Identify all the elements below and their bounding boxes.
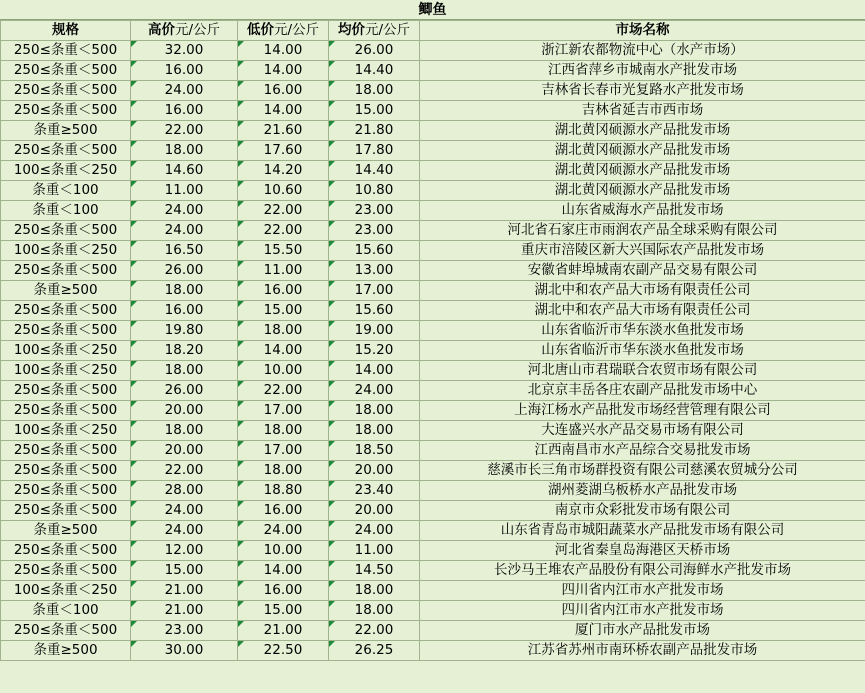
table-row bbox=[1, 41, 865, 61]
cell-spec[interactable]: 250≤条重＜500 bbox=[1, 41, 131, 61]
cell-spec[interactable]: 100≤条重＜250 bbox=[1, 341, 131, 361]
table-row bbox=[1, 521, 865, 541]
cell-market-name[interactable]: 湖北黄冈硕源水产品批发市场 bbox=[420, 121, 865, 141]
cell-avg-price[interactable]: 17.00 bbox=[329, 281, 420, 301]
cell-high-price[interactable]: 20.00 bbox=[131, 401, 238, 421]
price-table bbox=[0, 20, 865, 661]
header-high-price[interactable]: 高价元/公斤 bbox=[131, 21, 238, 41]
cell-market-name[interactable]: 湖州菱湖乌板桥水产品批发市场 bbox=[420, 481, 865, 501]
cell-market-name[interactable]: 吉林省长春市光复路水产批发市场 bbox=[420, 81, 865, 101]
cell-high-price[interactable]: 11.00 bbox=[131, 181, 238, 201]
cell-market-name[interactable]: 吉林省延吉市西市场 bbox=[420, 101, 865, 121]
cell-spec[interactable]: 250≤条重＜500 bbox=[1, 301, 131, 321]
cell-spec[interactable]: 条重＜100 bbox=[1, 601, 131, 621]
table-row bbox=[1, 61, 865, 81]
cell-low-price[interactable]: 16.00 bbox=[238, 281, 329, 301]
cell-market-name[interactable]: 河北省石家庄市雨润农产品全球采购有限公司 bbox=[420, 221, 865, 241]
cell-low-price[interactable]: 21.00 bbox=[238, 621, 329, 641]
cell-low-price[interactable]: 24.00 bbox=[238, 521, 329, 541]
cell-high-price[interactable]: 21.00 bbox=[131, 601, 238, 621]
cell-avg-price[interactable]: 24.00 bbox=[329, 521, 420, 541]
table-row bbox=[1, 641, 865, 661]
cell-spec[interactable]: 条重＜100 bbox=[1, 201, 131, 221]
cell-avg-price[interactable]: 20.00 bbox=[329, 501, 420, 521]
cell-low-price[interactable]: 15.50 bbox=[238, 241, 329, 261]
table-row bbox=[1, 321, 865, 341]
cell-market-name[interactable]: 长沙马王堆农产品股份有限公司海鲜水产批发市场 bbox=[420, 561, 865, 581]
cell-spec[interactable]: 条重＜100 bbox=[1, 181, 131, 201]
cell-low-price[interactable]: 18.00 bbox=[238, 321, 329, 341]
cell-market-name[interactable]: 湖北中和农产品大市场有限责任公司 bbox=[420, 301, 865, 321]
cell-high-price[interactable]: 23.00 bbox=[131, 621, 238, 641]
cell-low-price[interactable]: 18.80 bbox=[238, 481, 329, 501]
cell-avg-price[interactable]: 18.00 bbox=[329, 81, 420, 101]
cell-high-price[interactable]: 18.00 bbox=[131, 141, 238, 161]
table-row bbox=[1, 121, 865, 141]
cell-spec[interactable]: 250≤条重＜500 bbox=[1, 81, 131, 101]
table-row bbox=[1, 141, 865, 161]
cell-avg-price[interactable]: 13.00 bbox=[329, 261, 420, 281]
cell-high-price[interactable]: 26.00 bbox=[131, 261, 238, 281]
cell-market-name[interactable]: 慈溪市长三角市场群投资有限公司慈溪农贸城分公司 bbox=[420, 461, 865, 481]
cell-spec[interactable]: 250≤条重＜500 bbox=[1, 461, 131, 481]
cell-avg-price[interactable]: 24.00 bbox=[329, 381, 420, 401]
table-row bbox=[1, 221, 865, 241]
cell-spec[interactable]: 250≤条重＜500 bbox=[1, 561, 131, 581]
cell-market-name[interactable]: 南京市众彩批发市场有限公司 bbox=[420, 501, 865, 521]
cell-market-name[interactable]: 湖北黄冈硕源水产品批发市场 bbox=[420, 141, 865, 161]
table-row bbox=[1, 81, 865, 101]
cell-low-price[interactable]: 22.50 bbox=[238, 641, 329, 661]
cell-high-price[interactable]: 32.00 bbox=[131, 41, 238, 61]
cell-avg-price[interactable]: 14.50 bbox=[329, 561, 420, 581]
cell-market-name[interactable]: 山东省临沂市华东淡水鱼批发市场 bbox=[420, 341, 865, 361]
cell-avg-price[interactable]: 15.00 bbox=[329, 101, 420, 121]
cell-market-name[interactable]: 上海江杨水产品批发市场经营管理有限公司 bbox=[420, 401, 865, 421]
cell-spec[interactable]: 100≤条重＜250 bbox=[1, 161, 131, 181]
cell-market-name[interactable]: 大连盛兴水产品交易市场有限公司 bbox=[420, 421, 865, 441]
table-row bbox=[1, 441, 865, 461]
cell-avg-price[interactable]: 18.00 bbox=[329, 401, 420, 421]
cell-low-price[interactable]: 14.00 bbox=[238, 61, 329, 81]
table-row bbox=[1, 161, 865, 181]
cell-market-name[interactable]: 重庆市涪陵区新大兴国际农产品批发市场 bbox=[420, 241, 865, 261]
cell-low-price[interactable]: 14.00 bbox=[238, 41, 329, 61]
cell-spec[interactable]: 250≤条重＜500 bbox=[1, 441, 131, 461]
cell-spec[interactable]: 250≤条重＜500 bbox=[1, 401, 131, 421]
cell-spec[interactable]: 250≤条重＜500 bbox=[1, 481, 131, 501]
cell-low-price[interactable]: 17.60 bbox=[238, 141, 329, 161]
cell-market-name[interactable]: 浙江新农都物流中心（水产市场） bbox=[420, 41, 865, 61]
cell-avg-price[interactable]: 15.60 bbox=[329, 301, 420, 321]
cell-market-name[interactable]: 河北唐山市君瑞联合农贸市场有限公司 bbox=[420, 361, 865, 381]
cell-avg-price[interactable]: 18.00 bbox=[329, 581, 420, 601]
cell-high-price[interactable]: 26.00 bbox=[131, 381, 238, 401]
cell-low-price[interactable]: 14.20 bbox=[238, 161, 329, 181]
cell-avg-price[interactable]: 15.60 bbox=[329, 241, 420, 261]
cell-avg-price[interactable]: 23.40 bbox=[329, 481, 420, 501]
cell-spec[interactable]: 250≤条重＜500 bbox=[1, 61, 131, 81]
cell-avg-price[interactable]: 26.25 bbox=[329, 641, 420, 661]
cell-avg-price[interactable]: 18.50 bbox=[329, 441, 420, 461]
table-row bbox=[1, 101, 865, 121]
cell-avg-price[interactable]: 18.00 bbox=[329, 421, 420, 441]
cell-spec[interactable]: 250≤条重＜500 bbox=[1, 541, 131, 561]
cell-spec[interactable]: 250≤条重＜500 bbox=[1, 141, 131, 161]
cell-market-name[interactable]: 湖北黄冈硕源水产品批发市场 bbox=[420, 181, 865, 201]
cell-spec[interactable]: 100≤条重＜250 bbox=[1, 581, 131, 601]
cell-avg-price[interactable]: 14.40 bbox=[329, 161, 420, 181]
cell-market-name[interactable]: 湖北黄冈硕源水产品批发市场 bbox=[420, 161, 865, 181]
cell-high-price[interactable]: 16.00 bbox=[131, 101, 238, 121]
cell-high-price[interactable]: 21.00 bbox=[131, 581, 238, 601]
cell-market-name[interactable]: 山东省威海水产品批发市场 bbox=[420, 201, 865, 221]
cell-market-name[interactable]: 江苏省苏州市南环桥农副产品批发市场 bbox=[420, 641, 865, 661]
table-row bbox=[1, 581, 865, 601]
cell-spec[interactable]: 250≤条重＜500 bbox=[1, 321, 131, 341]
cell-avg-price[interactable]: 23.00 bbox=[329, 221, 420, 241]
cell-avg-price[interactable]: 21.80 bbox=[329, 121, 420, 141]
table-row bbox=[1, 501, 865, 521]
cell-high-price[interactable]: 18.00 bbox=[131, 281, 238, 301]
cell-market-name[interactable]: 江西省萍乡市城南水产批发市场 bbox=[420, 61, 865, 81]
cell-high-price[interactable]: 16.00 bbox=[131, 301, 238, 321]
cell-avg-price[interactable]: 23.00 bbox=[329, 201, 420, 221]
cell-spec[interactable]: 250≤条重＜500 bbox=[1, 261, 131, 281]
cell-market-name[interactable]: 江西南昌市水产品综合交易批发市场 bbox=[420, 441, 865, 461]
cell-high-price[interactable]: 14.60 bbox=[131, 161, 238, 181]
header-avg-price[interactable]: 均价元/公斤 bbox=[329, 21, 420, 41]
cell-spec[interactable]: 条重≥500 bbox=[1, 281, 131, 301]
cell-low-price[interactable]: 11.00 bbox=[238, 261, 329, 281]
table-row bbox=[1, 461, 865, 481]
cell-low-price[interactable]: 18.00 bbox=[238, 421, 329, 441]
cell-low-price[interactable]: 16.00 bbox=[238, 81, 329, 101]
cell-avg-price[interactable]: 15.20 bbox=[329, 341, 420, 361]
cell-high-price[interactable]: 24.00 bbox=[131, 201, 238, 221]
cell-high-price[interactable]: 12.00 bbox=[131, 541, 238, 561]
cell-high-price[interactable]: 24.00 bbox=[131, 521, 238, 541]
cell-spec[interactable]: 250≤条重＜500 bbox=[1, 501, 131, 521]
cell-market-name[interactable]: 山东省临沂市华东淡水鱼批发市场 bbox=[420, 321, 865, 341]
cell-low-price[interactable]: 21.60 bbox=[238, 121, 329, 141]
cell-avg-price[interactable]: 18.00 bbox=[329, 601, 420, 621]
cell-low-price[interactable]: 16.00 bbox=[238, 501, 329, 521]
cell-high-price[interactable]: 28.00 bbox=[131, 481, 238, 501]
cell-avg-price[interactable]: 26.00 bbox=[329, 41, 420, 61]
table-body bbox=[1, 41, 865, 661]
cell-low-price[interactable]: 10.00 bbox=[238, 541, 329, 561]
cell-high-price[interactable]: 24.00 bbox=[131, 221, 238, 241]
cell-spec[interactable]: 条重≥500 bbox=[1, 121, 131, 141]
cell-low-price[interactable]: 22.00 bbox=[238, 381, 329, 401]
cell-spec[interactable]: 条重≥500 bbox=[1, 521, 131, 541]
table-row bbox=[1, 481, 865, 501]
cell-market-name[interactable]: 河北省秦皇岛海港区天桥市场 bbox=[420, 541, 865, 561]
cell-high-price[interactable]: 22.00 bbox=[131, 461, 238, 481]
cell-low-price[interactable]: 10.60 bbox=[238, 181, 329, 201]
table-row bbox=[1, 401, 865, 421]
cell-market-name[interactable]: 湖北中和农产品大市场有限责任公司 bbox=[420, 281, 865, 301]
cell-market-name[interactable]: 山东省青岛市城阳蔬菜水产品批发市场有限公司 bbox=[420, 521, 865, 541]
table-row bbox=[1, 241, 865, 261]
cell-spec[interactable]: 250≤条重＜500 bbox=[1, 621, 131, 641]
cell-low-price[interactable]: 16.00 bbox=[238, 581, 329, 601]
cell-low-price[interactable]: 22.00 bbox=[238, 201, 329, 221]
cell-high-price[interactable]: 30.00 bbox=[131, 641, 238, 661]
cell-low-price[interactable]: 17.00 bbox=[238, 401, 329, 421]
table-row bbox=[1, 601, 865, 621]
cell-spec[interactable]: 250≤条重＜500 bbox=[1, 221, 131, 241]
cell-market-name[interactable]: 四川省内江市水产批发市场 bbox=[420, 601, 865, 621]
cell-avg-price[interactable]: 14.40 bbox=[329, 61, 420, 81]
table-row bbox=[1, 181, 865, 201]
table-row bbox=[1, 261, 865, 281]
table-row bbox=[1, 561, 865, 581]
cell-market-name[interactable]: 厦门市水产品批发市场 bbox=[420, 621, 865, 641]
cell-high-price[interactable]: 24.00 bbox=[131, 501, 238, 521]
cell-avg-price[interactable]: 22.00 bbox=[329, 621, 420, 641]
cell-high-price[interactable]: 22.00 bbox=[131, 121, 238, 141]
cell-avg-price[interactable]: 17.80 bbox=[329, 141, 420, 161]
cell-spec[interactable]: 250≤条重＜500 bbox=[1, 381, 131, 401]
table-row bbox=[1, 281, 865, 301]
cell-high-price[interactable]: 18.00 bbox=[131, 421, 238, 441]
table-row bbox=[1, 621, 865, 641]
cell-low-price[interactable]: 18.00 bbox=[238, 461, 329, 481]
cell-avg-price[interactable]: 14.00 bbox=[329, 361, 420, 381]
cell-low-price[interactable]: 15.00 bbox=[238, 601, 329, 621]
header-spec[interactable]: 规格 bbox=[1, 21, 131, 41]
cell-spec[interactable]: 条重≥500 bbox=[1, 641, 131, 661]
cell-high-price[interactable]: 18.00 bbox=[131, 361, 238, 381]
sheet-title: 鲫鱼 bbox=[0, 0, 865, 20]
cell-avg-price[interactable]: 11.00 bbox=[329, 541, 420, 561]
cell-low-price[interactable]: 14.00 bbox=[238, 101, 329, 121]
cell-high-price[interactable]: 19.80 bbox=[131, 321, 238, 341]
table-row bbox=[1, 361, 865, 381]
cell-avg-price[interactable]: 19.00 bbox=[329, 321, 420, 341]
table-row bbox=[1, 301, 865, 321]
cell-avg-price[interactable]: 20.00 bbox=[329, 461, 420, 481]
cell-low-price[interactable]: 14.00 bbox=[238, 561, 329, 581]
cell-market-name[interactable]: 北京京丰岳各庄农副产品批发市场中心 bbox=[420, 381, 865, 401]
cell-spec[interactable]: 100≤条重＜250 bbox=[1, 361, 131, 381]
cell-high-price[interactable]: 16.50 bbox=[131, 241, 238, 261]
table-row bbox=[1, 421, 865, 441]
table-row bbox=[1, 341, 865, 361]
cell-low-price[interactable]: 15.00 bbox=[238, 301, 329, 321]
header-low-price[interactable]: 低价元/公斤 bbox=[238, 21, 329, 41]
table-row bbox=[1, 201, 865, 221]
cell-spec[interactable]: 100≤条重＜250 bbox=[1, 241, 131, 261]
table-row bbox=[1, 381, 865, 401]
header-row bbox=[1, 21, 865, 41]
cell-spec[interactable]: 100≤条重＜250 bbox=[1, 421, 131, 441]
table-row bbox=[1, 541, 865, 561]
cell-high-price[interactable]: 24.00 bbox=[131, 81, 238, 101]
cell-market-name[interactable]: 四川省内江市水产批发市场 bbox=[420, 581, 865, 601]
cell-spec[interactable]: 250≤条重＜500 bbox=[1, 101, 131, 121]
cell-market-name[interactable]: 安徽省蚌埠城南农副产品交易有限公司 bbox=[420, 261, 865, 281]
header-market-name[interactable]: 市场名称 bbox=[420, 21, 865, 41]
cell-low-price[interactable]: 22.00 bbox=[238, 221, 329, 241]
cell-low-price[interactable]: 10.00 bbox=[238, 361, 329, 381]
cell-high-price[interactable]: 15.00 bbox=[131, 561, 238, 581]
cell-low-price[interactable]: 17.00 bbox=[238, 441, 329, 461]
cell-low-price[interactable]: 14.00 bbox=[238, 341, 329, 361]
cell-high-price[interactable]: 20.00 bbox=[131, 441, 238, 461]
cell-high-price[interactable]: 18.20 bbox=[131, 341, 238, 361]
cell-avg-price[interactable]: 10.80 bbox=[329, 181, 420, 201]
cell-high-price[interactable]: 16.00 bbox=[131, 61, 238, 81]
